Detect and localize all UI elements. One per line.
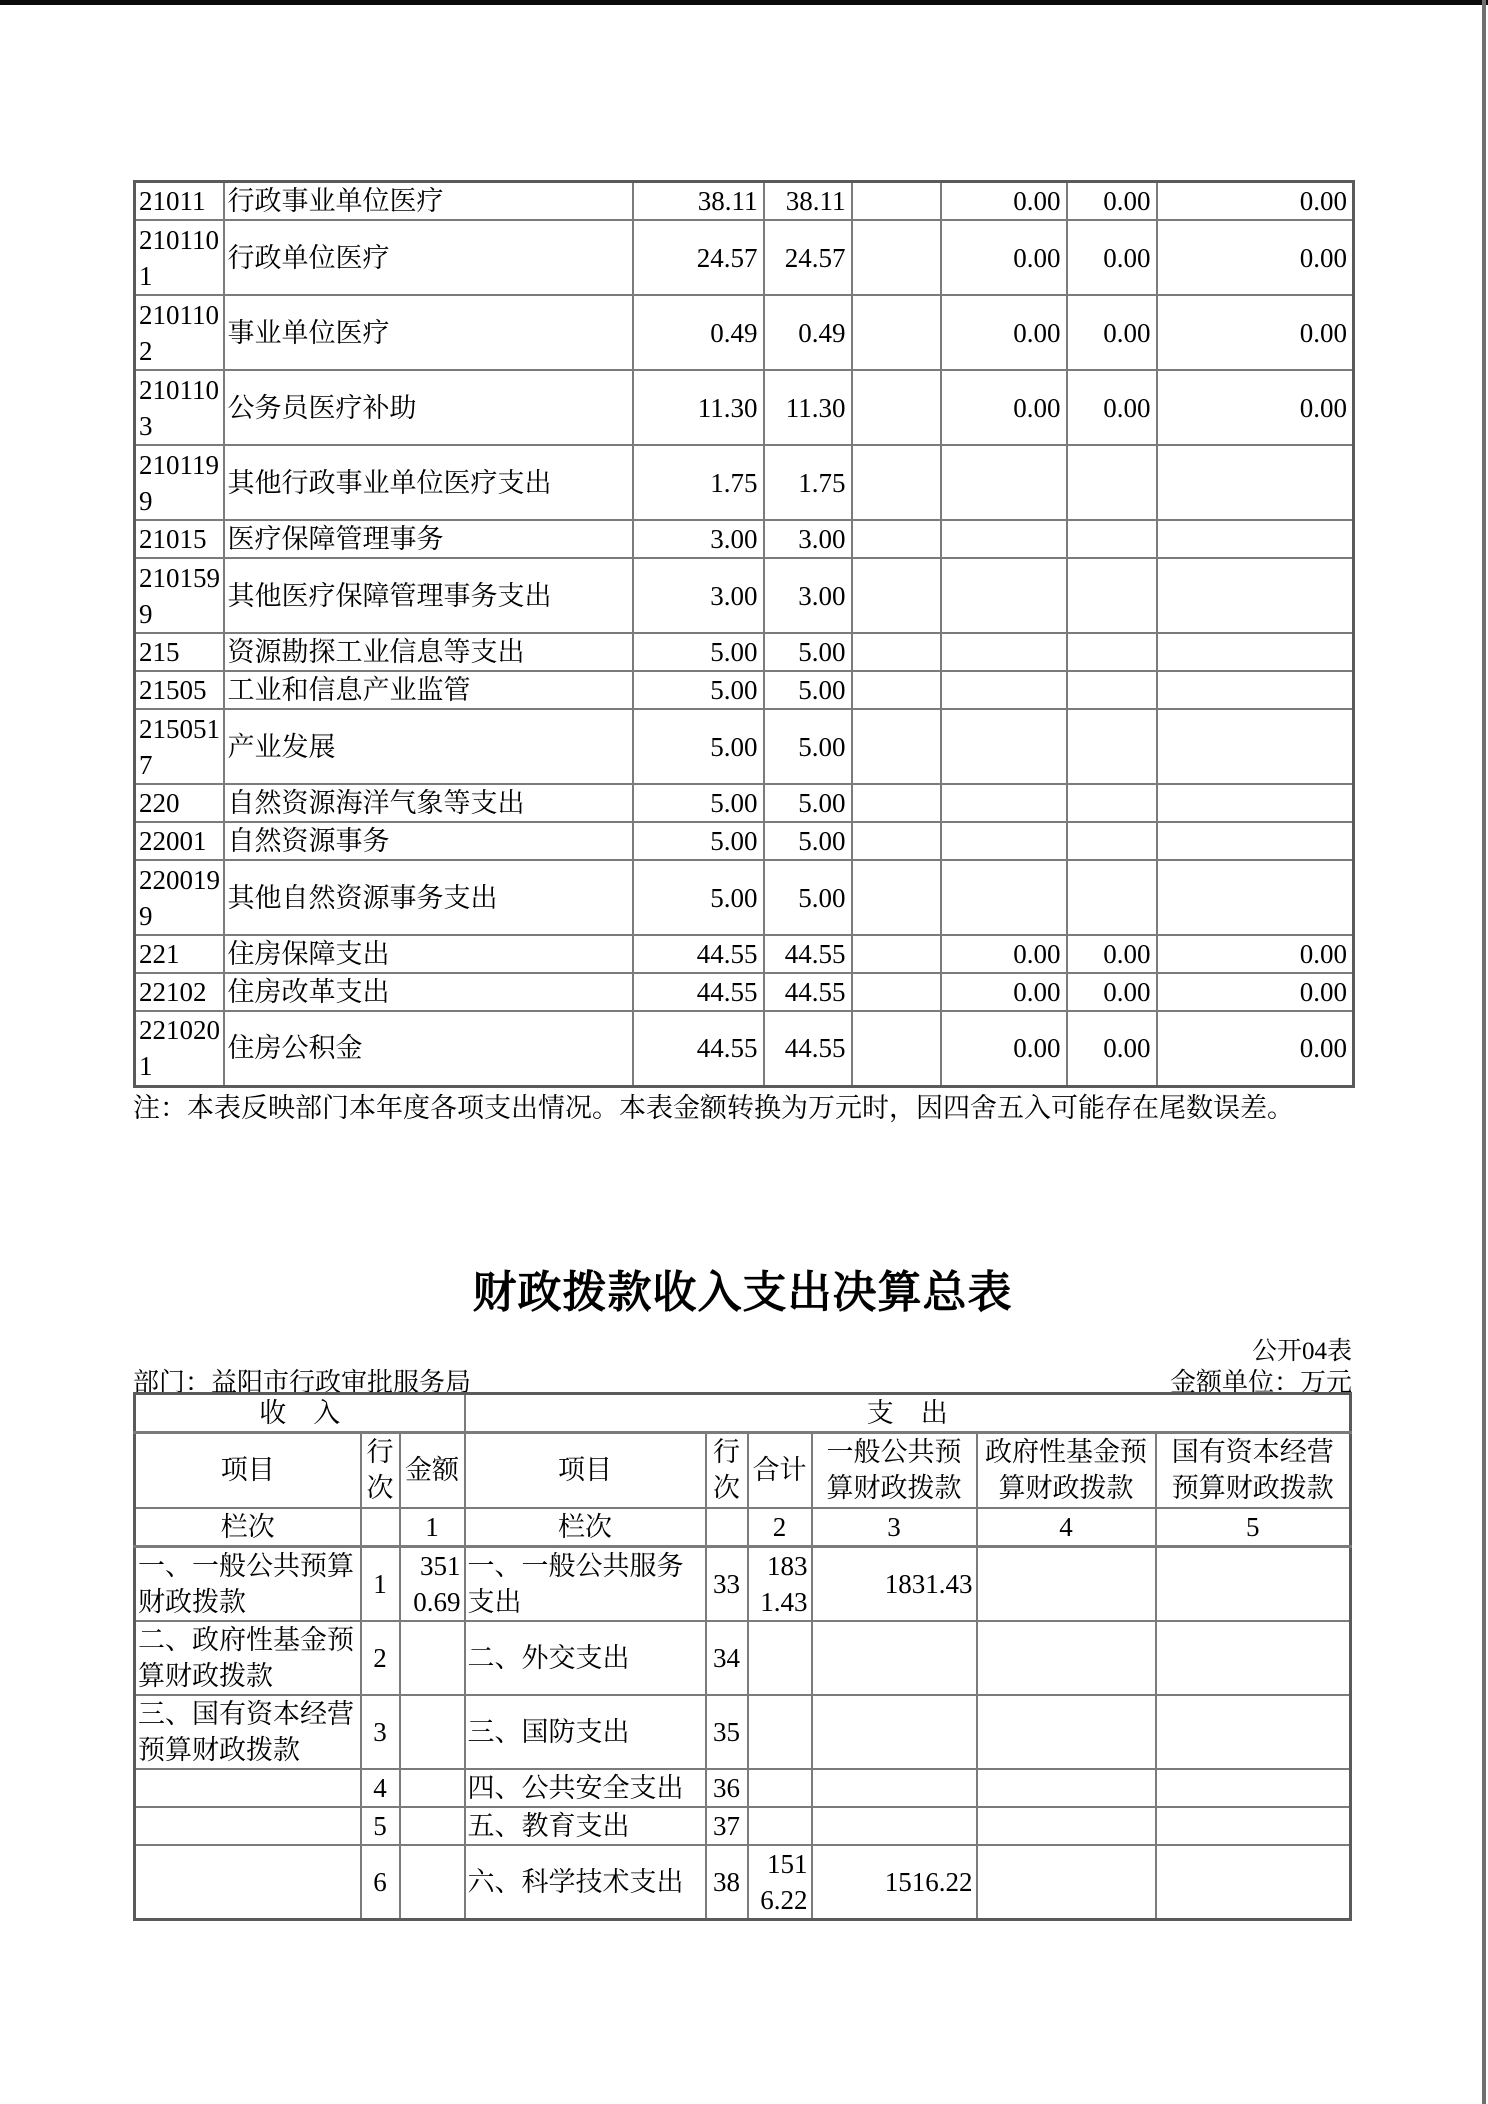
table-row: [135, 1621, 1351, 1695]
out-state-cell: [1156, 1621, 1351, 1695]
c8-cell: 0.00: [1157, 935, 1354, 973]
name-cell: 其他医疗保障管理事务支出: [224, 558, 633, 633]
c3-cell: 5.00: [633, 709, 764, 784]
col-index-4: 4: [977, 1508, 1156, 1547]
out-state-cell: [1156, 1547, 1351, 1622]
name-cell: 其他自然资源事务支出: [224, 860, 633, 935]
in-no-cell: 5: [361, 1807, 400, 1845]
income-group-header: 收 入: [135, 1394, 465, 1433]
c5-cell: [852, 822, 941, 860]
c5-cell: [852, 709, 941, 784]
c4-cell: 5.00: [764, 822, 852, 860]
code-cell: 2101599: [135, 558, 224, 633]
c6-cell: [941, 671, 1067, 709]
c3-cell: 5.00: [633, 860, 764, 935]
c4-cell: 24.57: [764, 220, 852, 295]
c4-cell: 5.00: [764, 709, 852, 784]
c4-cell: 5.00: [764, 860, 852, 935]
table-row: [135, 784, 1354, 822]
out-total-cell: 1516.22: [748, 1845, 812, 1920]
name-cell: 行政单位医疗: [224, 220, 633, 295]
c7-cell: [1067, 671, 1157, 709]
table-row: [135, 1547, 1351, 1622]
c5-cell: [852, 973, 941, 1011]
in-item-cell: [135, 1845, 361, 1920]
out-gov-fund-cell: [977, 1695, 1156, 1769]
c4-cell: 38.11: [764, 182, 852, 221]
c4-cell: 1.75: [764, 445, 852, 520]
c7-cell: [1067, 520, 1157, 558]
c8-cell: 0.00: [1157, 370, 1354, 445]
c3-cell: 11.30: [633, 370, 764, 445]
c7-cell: 0.00: [1067, 973, 1157, 1011]
c7-cell: [1067, 709, 1157, 784]
col-index-5: 5: [1156, 1508, 1351, 1547]
expenditure-table-body: [135, 182, 1354, 1087]
out-general-cell: [812, 1807, 977, 1845]
c7-cell: 0.00: [1067, 220, 1157, 295]
c3-cell: 3.00: [633, 520, 764, 558]
c7-cell: [1067, 445, 1157, 520]
c4-cell: 0.49: [764, 295, 852, 370]
out-state-cell: [1156, 1845, 1351, 1920]
income-item-header: 项目: [135, 1433, 361, 1508]
out-item-cell: 一、一般公共服务支出: [465, 1547, 706, 1622]
c5-cell: [852, 220, 941, 295]
c6-cell: 0.00: [941, 370, 1067, 445]
c8-cell: 0.00: [1157, 295, 1354, 370]
c5-cell: [852, 520, 941, 558]
c3-cell: 38.11: [633, 182, 764, 221]
blank-cell: [706, 1508, 748, 1547]
out-general-cell: [812, 1621, 977, 1695]
table-row: [135, 370, 1354, 445]
out-no-cell: 38: [706, 1845, 748, 1920]
in-item-cell: [135, 1807, 361, 1845]
out-no-cell: 35: [706, 1695, 748, 1769]
page-right-border: [1482, 0, 1486, 2104]
c7-cell: 0.00: [1067, 1011, 1157, 1086]
income-lineno-header: 行次: [361, 1433, 400, 1508]
table-row: [135, 633, 1354, 671]
c8-cell: [1157, 709, 1354, 784]
c5-cell: [852, 295, 941, 370]
code-cell: 215: [135, 633, 224, 671]
table-row: [135, 445, 1354, 520]
table-row: [135, 935, 1354, 973]
name-cell: 资源勘探工业信息等支出: [224, 633, 633, 671]
in-amount-cell: [400, 1621, 465, 1695]
code-cell: 2101103: [135, 370, 224, 445]
out-total-cell: [748, 1807, 812, 1845]
c7-cell: 0.00: [1067, 370, 1157, 445]
table-row: [135, 822, 1354, 860]
c8-cell: [1157, 445, 1354, 520]
c6-cell: 0.00: [941, 973, 1067, 1011]
name-cell: 公务员医疗补助: [224, 370, 633, 445]
c4-cell: 5.00: [764, 671, 852, 709]
table-row: [135, 558, 1354, 633]
in-item-cell: 一、一般公共预算财政拨款: [135, 1547, 361, 1622]
in-amount-cell: [400, 1769, 465, 1807]
page-top-border: [0, 0, 1488, 5]
fiscal-summary-table: [133, 1392, 1352, 1921]
expenditure-detail-table: [133, 180, 1355, 1088]
column-index-row: [135, 1508, 1351, 1547]
c8-cell: 0.00: [1157, 182, 1354, 221]
out-total-cell: [748, 1695, 812, 1769]
code-cell: 21011: [135, 182, 224, 221]
out-gov-fund-cell: [977, 1621, 1156, 1695]
c6-cell: [941, 784, 1067, 822]
in-item-cell: 三、国有资本经营预算财政拨款: [135, 1695, 361, 1769]
in-amount-cell: 3510.69: [400, 1547, 465, 1622]
c6-cell: 0.00: [941, 182, 1067, 221]
c5-cell: [852, 1011, 941, 1086]
department-label: 部门：益阳市行政审批服务局: [133, 1368, 472, 1397]
table-row: [135, 709, 1354, 784]
in-no-cell: 4: [361, 1769, 400, 1807]
name-cell: 住房保障支出: [224, 935, 633, 973]
c4-cell: 44.55: [764, 935, 852, 973]
c5-cell: [852, 558, 941, 633]
c8-cell: [1157, 784, 1354, 822]
name-cell: 住房改革支出: [224, 973, 633, 1011]
out-item-cell: 三、国防支出: [465, 1695, 706, 1769]
c8-cell: [1157, 822, 1354, 860]
code-cell: 2210201: [135, 1011, 224, 1086]
c6-cell: 0.00: [941, 935, 1067, 973]
code-cell: 2101199: [135, 445, 224, 520]
in-no-cell: 1: [361, 1547, 400, 1622]
name-cell: 行政事业单位医疗: [224, 182, 633, 221]
out-state-cell: [1156, 1769, 1351, 1807]
code-cell: 22102: [135, 973, 224, 1011]
name-cell: 工业和信息产业监管: [224, 671, 633, 709]
c6-cell: 0.00: [941, 220, 1067, 295]
c4-cell: 44.55: [764, 1011, 852, 1086]
out-general-cell: 1516.22: [812, 1845, 977, 1920]
out-gov-fund-cell: [977, 1845, 1156, 1920]
c5-cell: [852, 860, 941, 935]
name-cell: 事业单位医疗: [224, 295, 633, 370]
c6-cell: [941, 822, 1067, 860]
out-general-cell: [812, 1769, 977, 1807]
c8-cell: 0.00: [1157, 1011, 1354, 1086]
c3-cell: 44.55: [633, 935, 764, 973]
c3-cell: 3.00: [633, 558, 764, 633]
name-cell: 自然资源海洋气象等支出: [224, 784, 633, 822]
c3-cell: 0.49: [633, 295, 764, 370]
c7-cell: 0.00: [1067, 182, 1157, 221]
table-row: [135, 671, 1354, 709]
c4-cell: 11.30: [764, 370, 852, 445]
code-cell: 221: [135, 935, 224, 973]
expense-lanci-cell: 栏次: [465, 1508, 706, 1547]
c3-cell: 5.00: [633, 822, 764, 860]
code-cell: 21505: [135, 671, 224, 709]
c5-cell: [852, 671, 941, 709]
out-gov-fund-cell: [977, 1769, 1156, 1807]
in-item-cell: [135, 1769, 361, 1807]
expense-group-header: 支 出: [465, 1394, 1351, 1433]
in-amount-cell: [400, 1695, 465, 1769]
c5-cell: [852, 370, 941, 445]
c4-cell: 5.00: [764, 784, 852, 822]
code-cell: 220: [135, 784, 224, 822]
c8-cell: 0.00: [1157, 220, 1354, 295]
expense-item-header: 项目: [465, 1433, 706, 1508]
c7-cell: [1067, 633, 1157, 671]
c5-cell: [852, 182, 941, 221]
out-general-cell: 1831.43: [812, 1547, 977, 1622]
col-index-1: 1: [400, 1508, 465, 1547]
code-cell: 2200199: [135, 860, 224, 935]
c7-cell: [1067, 860, 1157, 935]
in-amount-cell: [400, 1807, 465, 1845]
name-cell: 住房公积金: [224, 1011, 633, 1086]
out-gov-fund-cell: [977, 1807, 1156, 1845]
expense-total-header: 合计: [748, 1433, 812, 1508]
in-amount-cell: [400, 1845, 465, 1920]
c6-cell: [941, 520, 1067, 558]
table-row: [135, 973, 1354, 1011]
summary-header-row: [135, 1433, 1351, 1508]
name-cell: 产业发展: [224, 709, 633, 784]
c6-cell: [941, 445, 1067, 520]
summary-table-body: [135, 1547, 1351, 1920]
name-cell: 其他行政事业单位医疗支出: [224, 445, 633, 520]
c6-cell: [941, 860, 1067, 935]
c3-cell: 44.55: [633, 1011, 764, 1086]
table-row: [135, 520, 1354, 558]
table-row: [135, 1011, 1354, 1086]
out-item-cell: 四、公共安全支出: [465, 1769, 706, 1807]
out-item-cell: 六、科学技术支出: [465, 1845, 706, 1920]
c5-cell: [852, 445, 941, 520]
c6-cell: [941, 558, 1067, 633]
table-row: [135, 1769, 1351, 1807]
c4-cell: 5.00: [764, 633, 852, 671]
table-row: [135, 1695, 1351, 1769]
table-row: [135, 860, 1354, 935]
c3-cell: 5.00: [633, 671, 764, 709]
c3-cell: 5.00: [633, 633, 764, 671]
c6-cell: 0.00: [941, 295, 1067, 370]
in-no-cell: 2: [361, 1621, 400, 1695]
table-code-label: 公开04表: [1251, 1338, 1352, 1365]
code-cell: 2150517: [135, 709, 224, 784]
out-item-cell: 二、外交支出: [465, 1621, 706, 1695]
income-amount-header: 金额: [400, 1433, 465, 1508]
table-row: [135, 220, 1354, 295]
c8-cell: 0.00: [1157, 973, 1354, 1011]
c7-cell: [1067, 784, 1157, 822]
out-total-cell: 1831.43: [748, 1547, 812, 1622]
gov-fund-header: 政府性基金预算财政拨款: [977, 1433, 1156, 1508]
c6-cell: [941, 633, 1067, 671]
out-item-cell: 五、教育支出: [465, 1807, 706, 1845]
out-no-cell: 36: [706, 1769, 748, 1807]
state-capital-header: 国有资本经营预算财政拨款: [1156, 1433, 1351, 1508]
code-cell: 22001: [135, 822, 224, 860]
c7-cell: [1067, 822, 1157, 860]
c7-cell: 0.00: [1067, 935, 1157, 973]
code-cell: 2101101: [135, 220, 224, 295]
out-no-cell: 33: [706, 1547, 748, 1622]
c4-cell: 3.00: [764, 558, 852, 633]
out-gov-fund-cell: [977, 1547, 1156, 1622]
out-total-cell: [748, 1769, 812, 1807]
c5-cell: [852, 633, 941, 671]
c8-cell: [1157, 671, 1354, 709]
blank-cell: [361, 1508, 400, 1547]
out-state-cell: [1156, 1695, 1351, 1769]
in-no-cell: 6: [361, 1845, 400, 1920]
general-budget-header: 一般公共预算财政拨款: [812, 1433, 977, 1508]
out-no-cell: 34: [706, 1621, 748, 1695]
c5-cell: [852, 784, 941, 822]
table-row: [135, 1807, 1351, 1845]
in-no-cell: 3: [361, 1695, 400, 1769]
c4-cell: 3.00: [764, 520, 852, 558]
c8-cell: [1157, 633, 1354, 671]
out-general-cell: [812, 1695, 977, 1769]
col-index-2: 2: [748, 1508, 812, 1547]
c8-cell: [1157, 860, 1354, 935]
summary-header-group-row: [135, 1394, 1351, 1433]
table-row: [135, 182, 1354, 221]
c5-cell: [852, 935, 941, 973]
table-note: 注：本表反映部门本年度各项支出情况。本表金额转换为万元时，因四舍五入可能存在尾数误差。: [133, 1093, 1294, 1123]
c6-cell: [941, 709, 1067, 784]
c6-cell: 0.00: [941, 1011, 1067, 1086]
page-title: 财政拨款收入支出决算总表: [472, 1268, 1013, 1317]
out-state-cell: [1156, 1807, 1351, 1845]
c7-cell: 0.00: [1067, 295, 1157, 370]
table-row: [135, 295, 1354, 370]
table-row: [135, 1845, 1351, 1920]
name-cell: 自然资源事务: [224, 822, 633, 860]
expense-lineno-header: 行次: [706, 1433, 748, 1508]
c8-cell: [1157, 520, 1354, 558]
out-no-cell: 37: [706, 1807, 748, 1845]
code-cell: 2101102: [135, 295, 224, 370]
c4-cell: 44.55: [764, 973, 852, 1011]
c8-cell: [1157, 558, 1354, 633]
c3-cell: 5.00: [633, 784, 764, 822]
income-lanci-cell: 栏次: [135, 1508, 361, 1547]
c3-cell: 44.55: [633, 973, 764, 1011]
out-total-cell: [748, 1621, 812, 1695]
c3-cell: 24.57: [633, 220, 764, 295]
unit-label: 金额单位：万元: [1169, 1368, 1352, 1397]
col-index-3: 3: [812, 1508, 977, 1547]
c3-cell: 1.75: [633, 445, 764, 520]
c7-cell: [1067, 558, 1157, 633]
code-cell: 21015: [135, 520, 224, 558]
name-cell: 医疗保障管理事务: [224, 520, 633, 558]
in-item-cell: 二、政府性基金预算财政拨款: [135, 1621, 361, 1695]
